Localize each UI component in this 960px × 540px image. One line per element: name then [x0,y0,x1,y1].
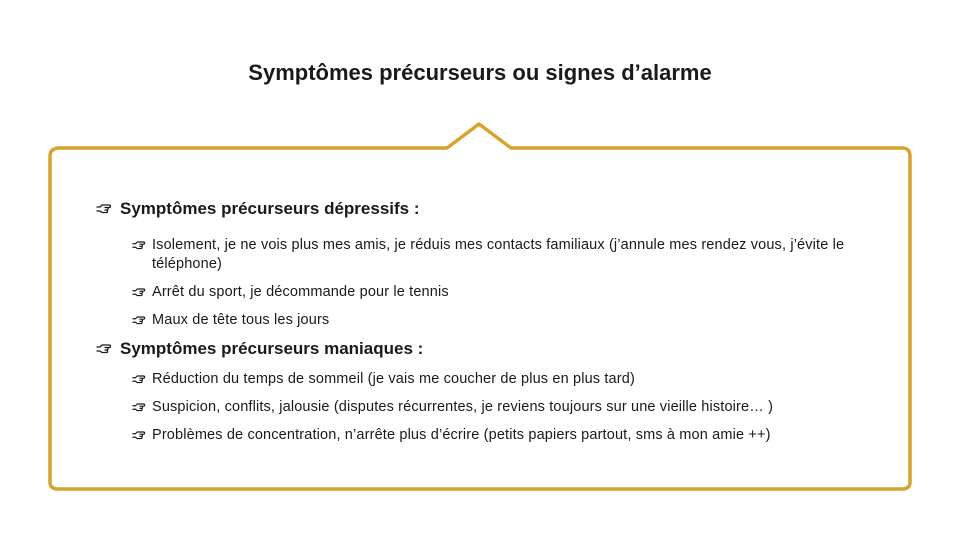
bullet-list [96,192,886,445]
hand-pointing-right-icon [132,315,146,326]
list-item [132,283,886,302]
section-heading-manic [96,338,886,360]
hand-pointing-right-icon [132,374,146,385]
list-item-text: Maux de tête tous les jours [152,312,330,328]
section-heading-label: Symptômes précurseurs maniaques : [120,339,424,358]
list-item [132,311,886,330]
list-item-text: Arrêt du sport, je décommande pour le tennis [152,284,449,300]
list-item [132,236,886,274]
list-item-text: Isolement, je ne vois plus mes amis, je réduis mes contacts familiaux (j’annule mes rendez vous, j’évite le téléphone) [152,237,845,272]
section-heading-label: Symptômes précurseurs dépressifs : [120,199,420,218]
list-item-text: Problèmes de concentration, n’arrête plus d’écrire (petits papiers partout, sms à mon amie ++) [152,427,771,443]
hand-pointing-right-icon [132,240,146,251]
hand-pointing-right-icon [132,402,146,413]
hand-pointing-right-icon [132,430,146,441]
list-item-text: Suspicion, conflits, jalousie (disputes récurrentes, je reviens toujours sur une vieille histoire… ) [152,399,774,415]
hand-pointing-right-icon [96,203,112,215]
list-item [132,370,886,389]
slide-title: Symptômes précurseurs ou signes d’alarme [248,60,712,85]
list-item [132,398,886,417]
list-item-text: Réduction du temps de sommeil (je vais me coucher de plus en plus tard) [152,371,635,387]
section-heading-depressive [96,198,886,220]
hand-pointing-right-icon [96,343,112,355]
list-item [132,426,886,445]
hand-pointing-right-icon [132,287,146,298]
